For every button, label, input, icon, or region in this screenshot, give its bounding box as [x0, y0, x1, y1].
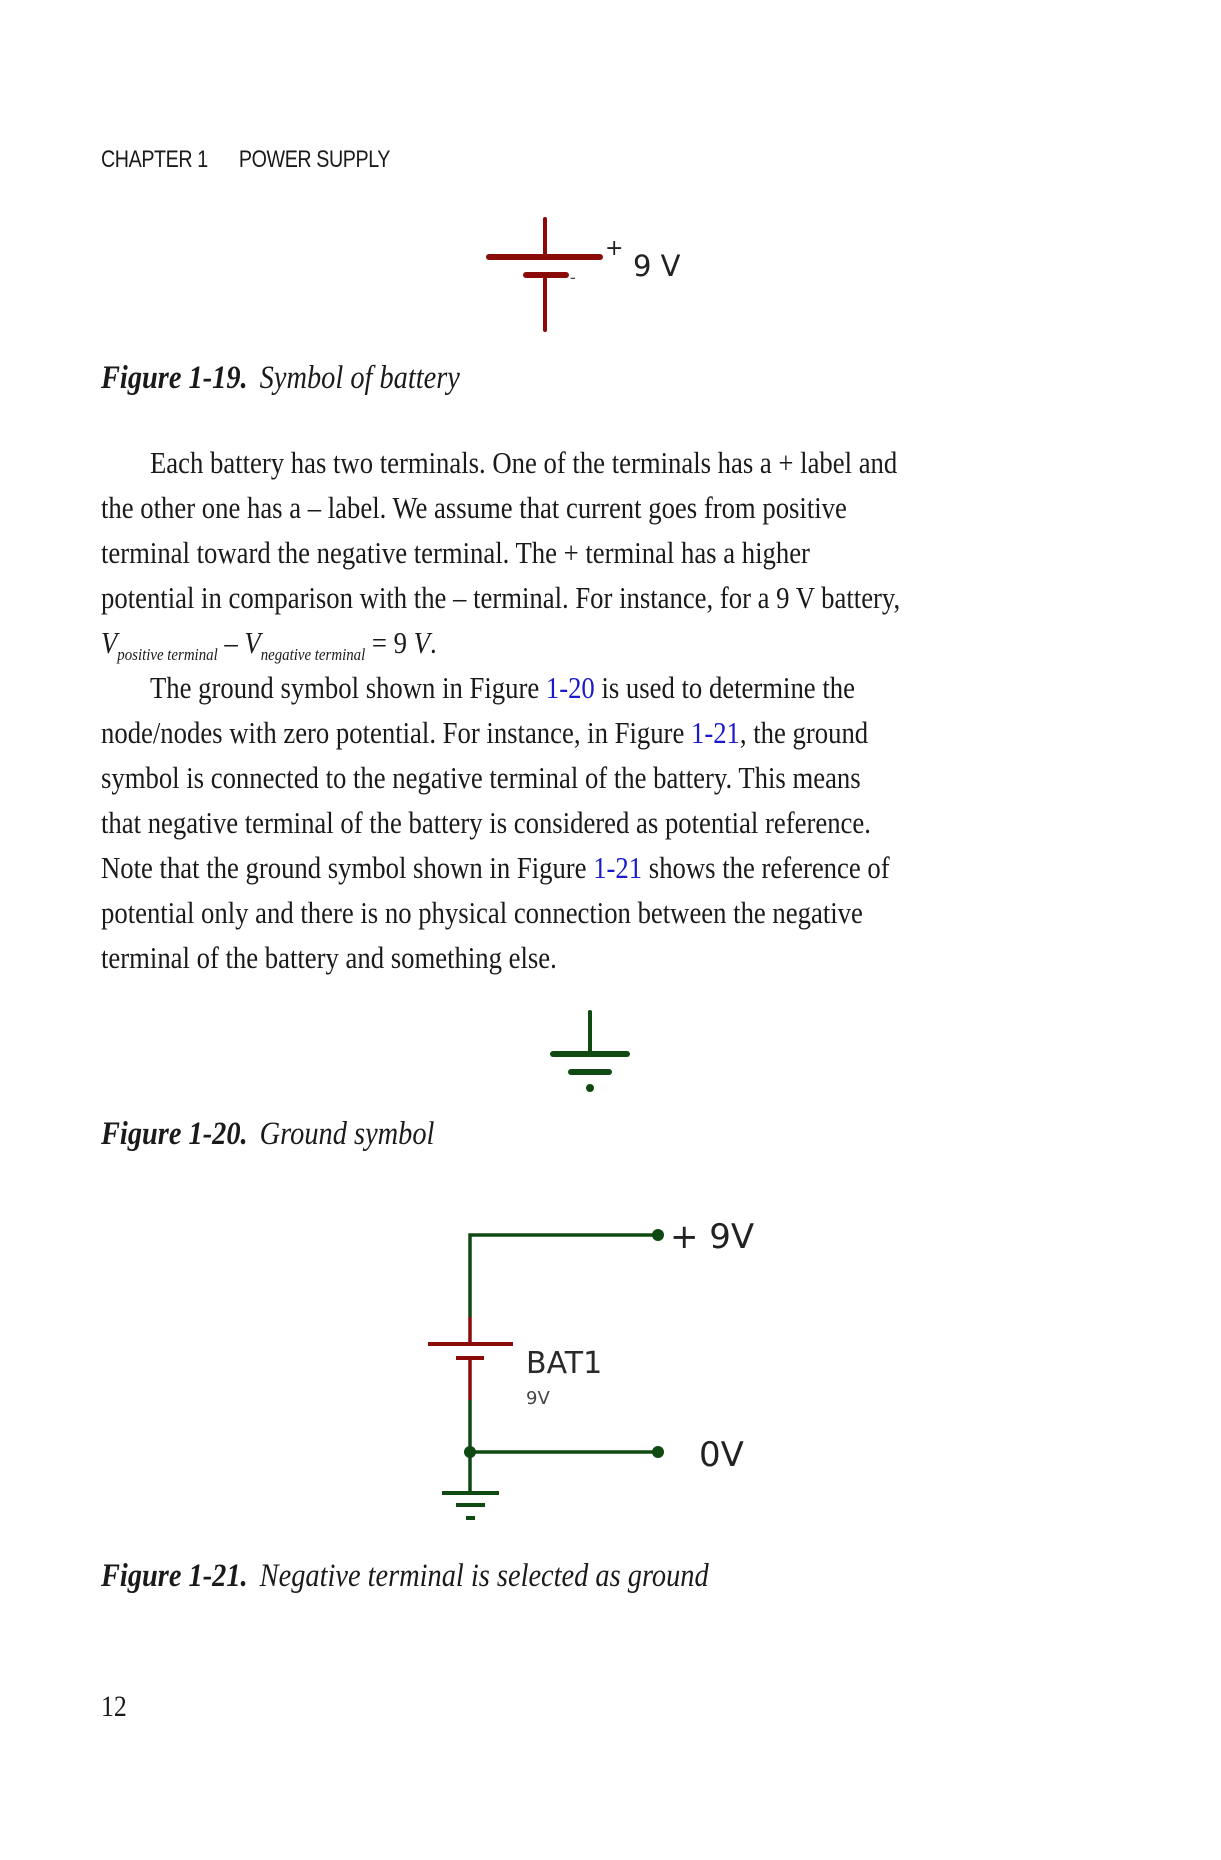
figure-caption-1-19 — [101, 360, 460, 397]
figure-link-1-20[interactable]: 1-20 — [545, 671, 595, 705]
running-head — [101, 146, 390, 174]
paragraph-ground-symbol — [101, 666, 1181, 981]
section-label: POWER SUPPLY — [238, 146, 391, 173]
ground-dot — [586, 1084, 594, 1092]
figure-link-1-21[interactable]: 1-21 — [690, 716, 740, 750]
figure-title: Negative terminal is selected as ground — [259, 1558, 709, 1594]
figure-link-1-21[interactable]: 1-21 — [593, 851, 643, 885]
figure-number: Figure 1-21. — [101, 1558, 248, 1594]
junction-node — [464, 1446, 476, 1458]
positive-terminal-node — [652, 1229, 664, 1241]
positive-voltage-label: + 9V — [670, 1217, 755, 1257]
text-line: terminal of the battery and something else. — [101, 941, 557, 975]
circuit-diagram — [420, 1210, 780, 1540]
positive-wire — [470, 1235, 658, 1317]
battery-value-label: 9V — [526, 1388, 550, 1409]
figure-number: Figure 1-19. — [101, 360, 248, 396]
text-line: The ground symbol shown in Figure 1-20 is used to determine the — [150, 671, 855, 705]
zero-terminal-node — [652, 1446, 664, 1458]
figure-title: Ground symbol — [259, 1116, 435, 1152]
battery-value-label: 9 V — [633, 249, 681, 283]
page-number: 12 — [101, 1690, 127, 1723]
ground-symbol-figure — [540, 1000, 640, 1095]
figure-title: Symbol of battery — [259, 360, 460, 396]
text-line: potential only and there is no physical connection between the negative — [101, 896, 863, 930]
text-line: terminal toward the negative terminal. The + terminal has a higher — [101, 536, 810, 570]
battery-symbol-figure — [470, 205, 710, 340]
voltage-equation: $V_{positive terminal} - V_{negative terminal} = 9$ V. — [101, 626, 437, 664]
paragraph-battery-terminals — [101, 441, 1181, 981]
zero-voltage-label: 0V — [699, 1435, 744, 1475]
text-line: node/nodes with zero potential. For instance, in Figure 1-21, the ground — [101, 716, 869, 750]
battery-name-label: BAT1 — [526, 1346, 603, 1381]
text-line: the other one has a – label. We assume that current goes from positive — [101, 491, 847, 525]
text-line: potential in comparison with the – terminal. For instance, for a 9 V battery, — [101, 581, 901, 615]
text-line: symbol is connected to the negative terminal of the battery. This means — [101, 761, 861, 795]
figure-caption-1-21 — [101, 1558, 709, 1595]
ground-icon — [553, 1012, 627, 1072]
figure-number: Figure 1-20. — [101, 1116, 248, 1152]
battery-plus-label: + — [605, 236, 624, 261]
figure-caption-1-20 — [101, 1116, 434, 1153]
chapter-label: CHAPTER 1 — [101, 146, 208, 173]
battery-icon — [489, 219, 600, 330]
text-line: that negative terminal of the battery is considered as potential reference. — [101, 806, 871, 840]
battery-minus-label: - — [570, 268, 576, 287]
text-line: Note that the ground symbol shown in Figure 1-21 shows the reference of — [101, 851, 890, 885]
text-line: Each battery has two terminals. One of the terminals has a + label and — [150, 446, 898, 480]
